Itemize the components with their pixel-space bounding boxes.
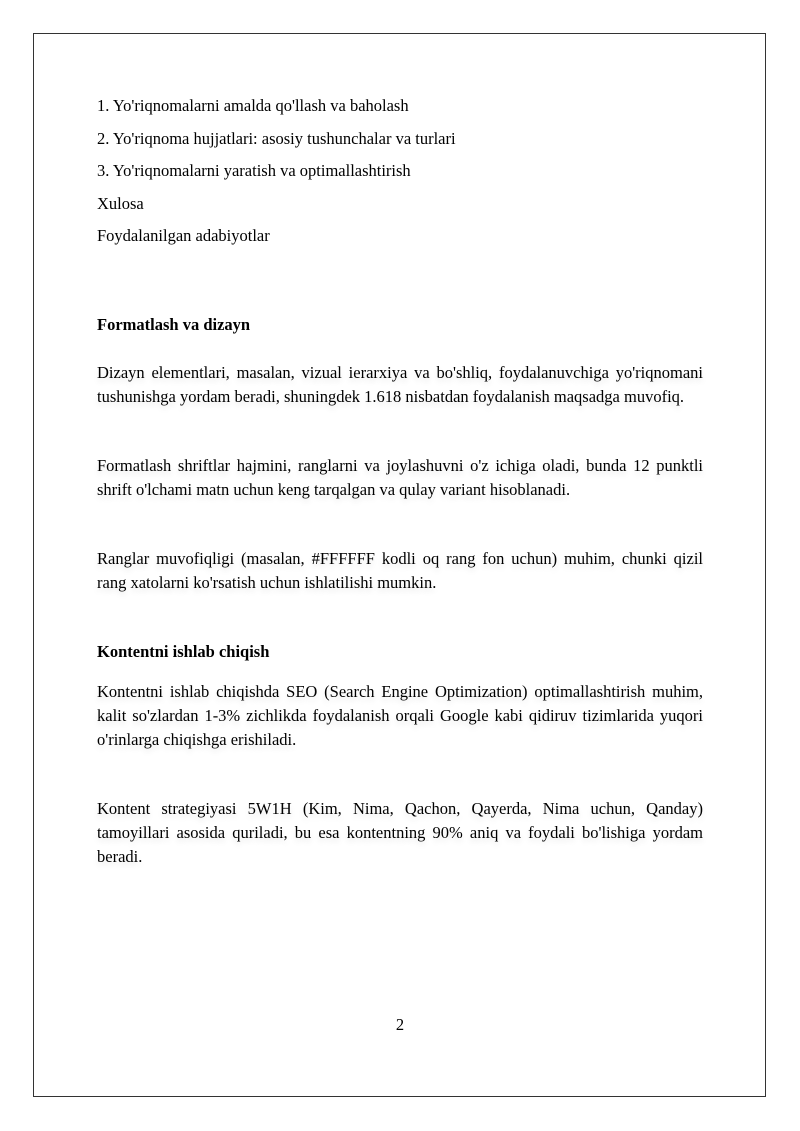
table-of-contents (97, 94, 703, 248)
paragraph: Formatlash shriftlar hajmini, ranglarni va joylashuvni o'z ichiga oladi, bunda 12 punktli shrift o'lchami matn uchun keng tarqalgan va qulay variant hisoblanadi. (97, 456, 703, 499)
paragraph: Ranglar muvofiqligi (masalan, #FFFFFF kodli oq rang fon uchun) muhim, chunki qizil rang xatolarni ko'rsatish uchun ishlatilishi mumkin. (97, 549, 703, 592)
toc-item: Xulosa (97, 193, 144, 213)
paragraph: Kontent strategiyasi 5W1H (Kim, Nima, Qachon, Qayerda, Nima uchun, Qanday) tamoyillari asosida quriladi, bu esa kontentning 90% aniq va foydali bo'lishiga yordam beradi. (97, 799, 703, 866)
toc-item: 1. Yo'riqnomalarni amalda qo'llash va baholash (97, 96, 409, 115)
paragraph: Dizayn elementlari, masalan, vizual ierarxiya va bo'shliq, foydalanuvchiga yo'riqnomani tushunishga yordam beradi, shuningdek 1.618 nisbatdan foydalanish maqsadga muvofiq. (97, 363, 703, 406)
paragraph: Kontentni ishlab chiqishda SEO (Search Engine Optimization) optimallashtirish muhim, kalit so'zlardan 1-3% zichlikda foydalanish orqali Google kabi qidiruv tizimlarida yuqori o'rinlarga chiqishga erishiladi. (97, 682, 703, 749)
toc-item: 3. Yo'riqnomalarni yaratish va optimallashtirish (97, 161, 411, 180)
document-body (97, 94, 703, 869)
section-heading-content: Kontentni ishlab chiqish (97, 642, 270, 661)
toc-item: 2. Yo'riqnoma hujjatlari: asosiy tushunchalar va turlari (97, 128, 456, 148)
toc-item: Foydalanilgan adabiyotlar (97, 226, 270, 245)
page-number: 2 (395, 1015, 405, 1034)
section-heading-formatting: Formatlash va dizayn (97, 315, 251, 334)
